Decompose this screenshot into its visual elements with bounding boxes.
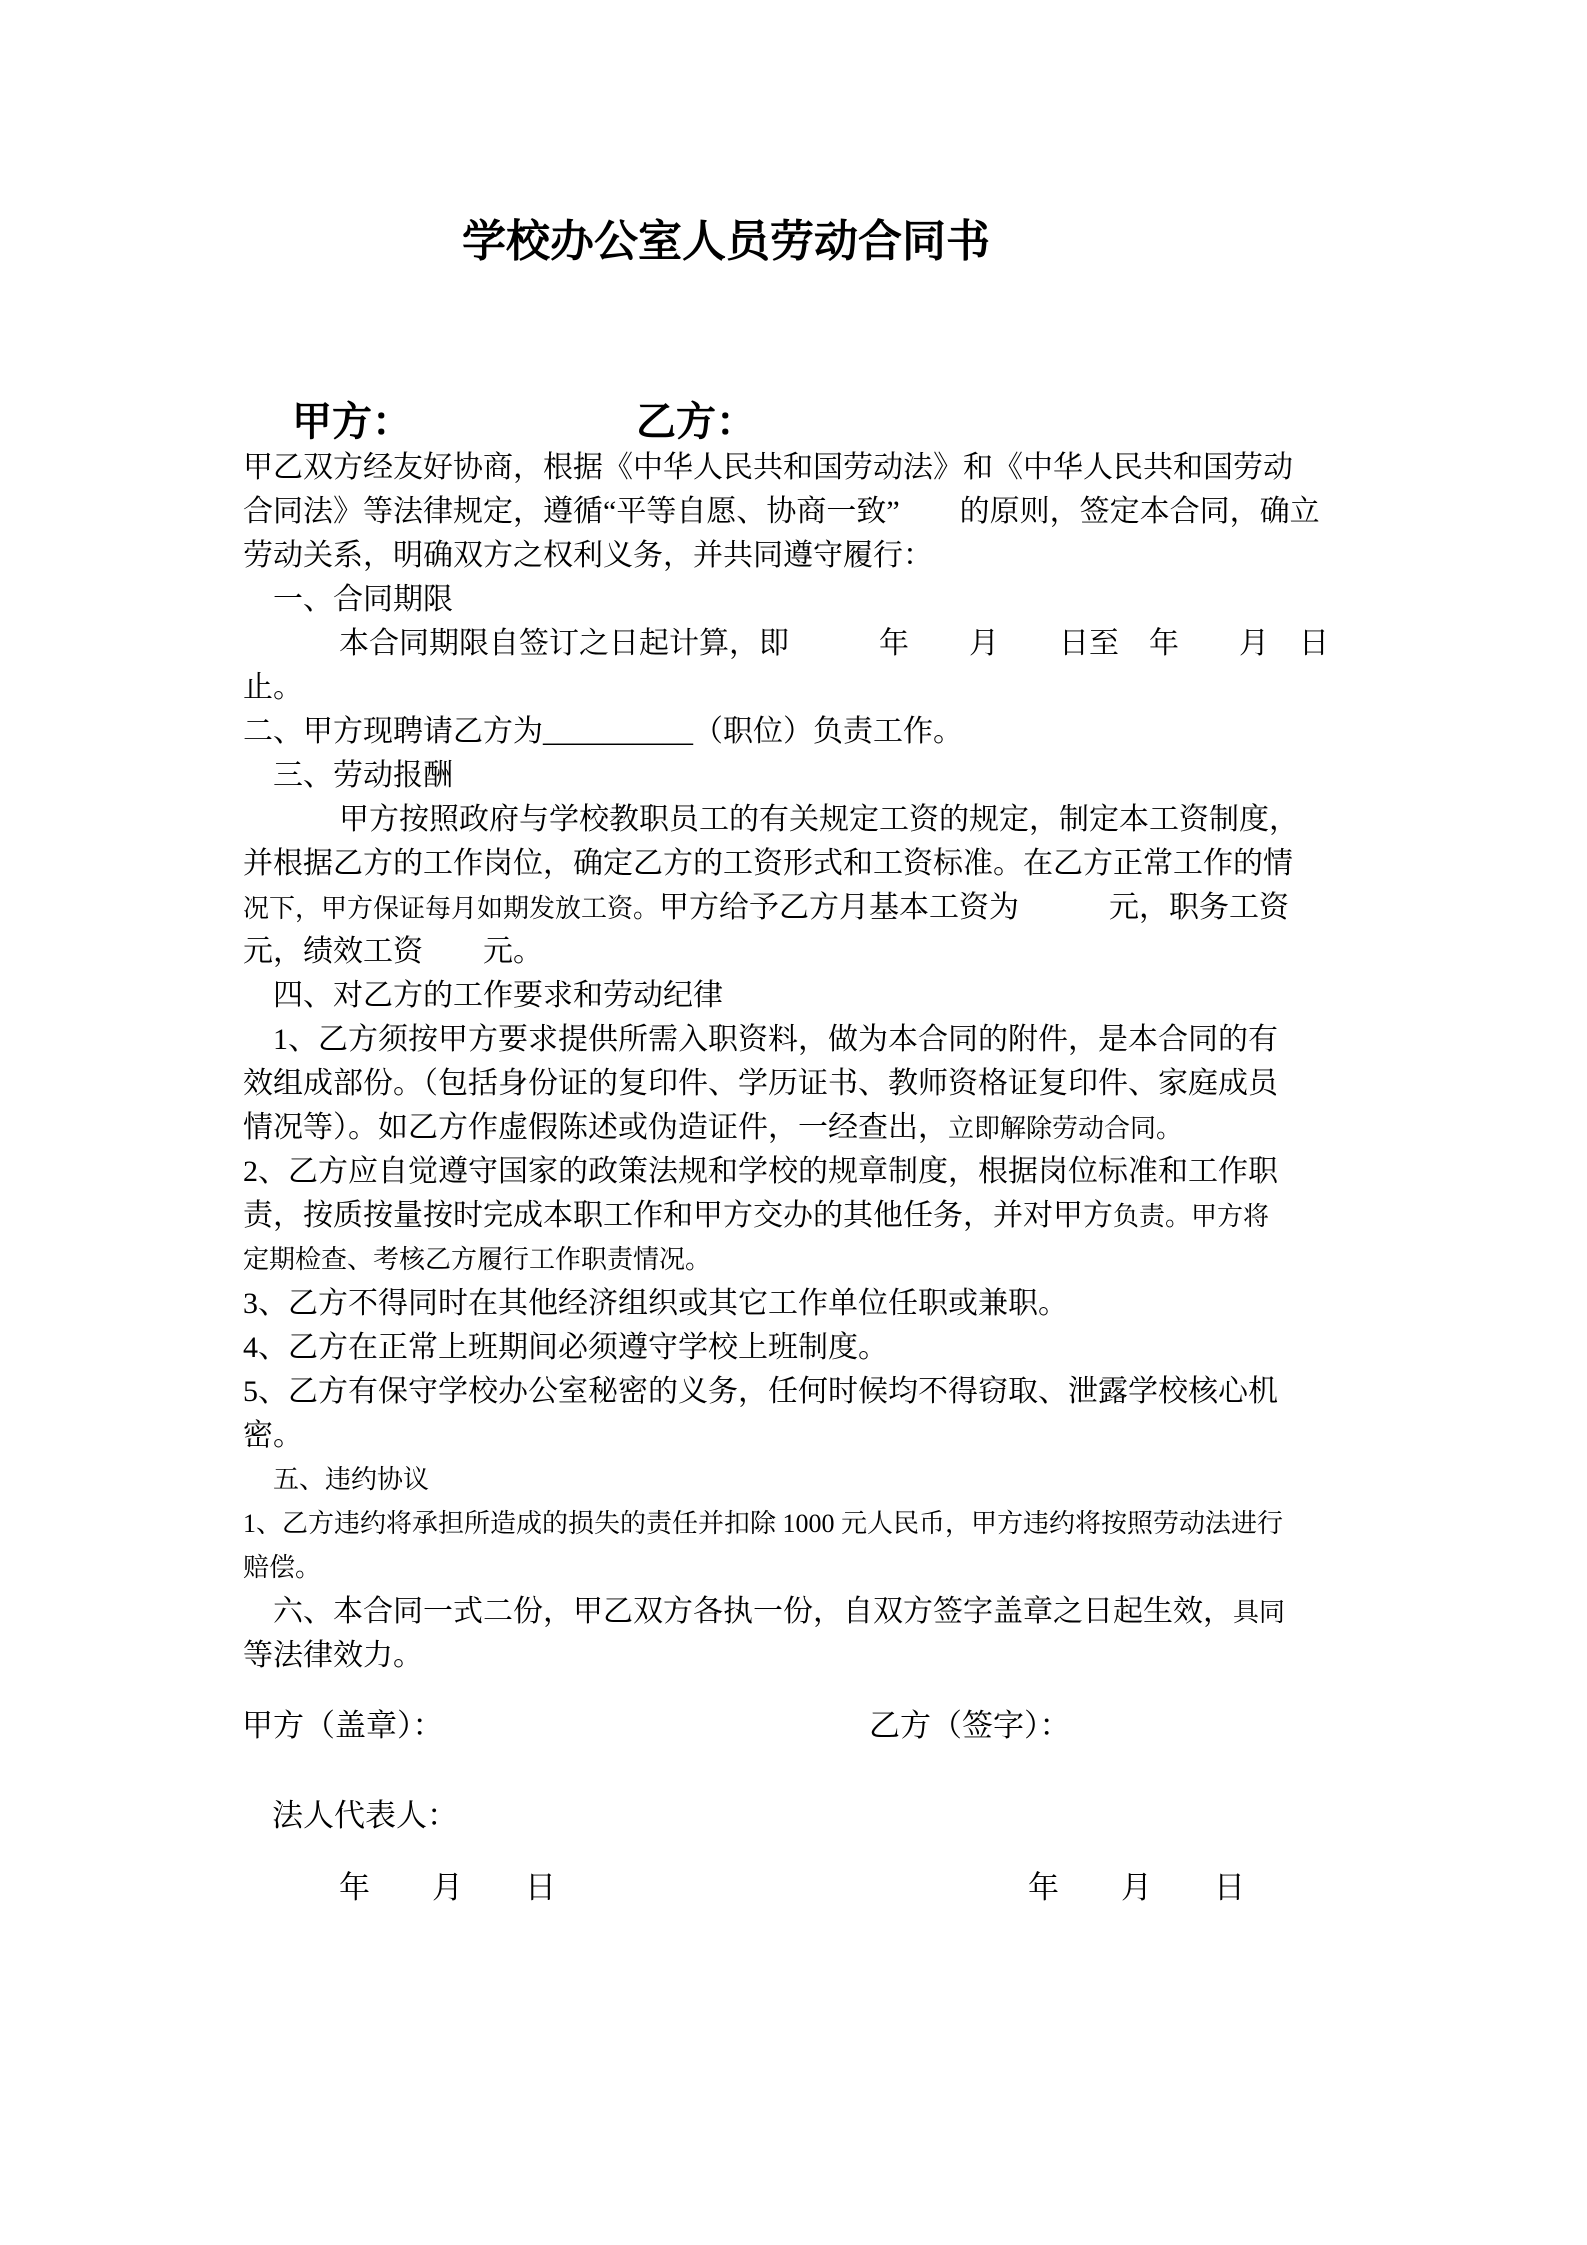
text-segment: 二、甲方现聘请乙方为__________（职位）负责工作。 [243, 715, 963, 748]
contract-line [243, 710, 1373, 754]
contract-line [243, 578, 1373, 622]
contract-line [243, 930, 1373, 974]
contract-line [243, 842, 1373, 886]
contract-line [243, 1326, 1373, 1370]
contract-line [243, 974, 1373, 1018]
text-segment: 甲方给予乙方月基本工资为 元，职务工资 [659, 891, 1290, 924]
date-line-party-a: 年 月 日 [339, 1870, 556, 1905]
text-segment: 三、劳动报酬 [273, 759, 453, 792]
contract-line [243, 534, 1373, 578]
text-segment: 3、乙方不得同时在其他经济组织或其它工作单位任职或兼职。 [243, 1287, 1068, 1320]
contract-line [243, 886, 1373, 930]
text-segment: 况下，甲方保证每月如期发放工资。 [243, 894, 660, 923]
text-segment: 2、乙方应自觉遵守国家的政策法规和学校的规章制度，根据岗位标准和工作职 [243, 1155, 1278, 1188]
contract-line [243, 798, 1373, 842]
text-segment: 4、乙方在正常上班期间必须遵守学校上班制度。 [243, 1331, 888, 1364]
text-segment: 本合同期限自签订之日起计算，即 年 月 日至 年 月 日 [339, 627, 1329, 660]
contract-line [243, 1150, 1373, 1194]
contract-line [243, 490, 1373, 534]
contract-line [243, 446, 1373, 490]
contract-line [243, 1590, 1373, 1634]
text-segment: 5、乙方有保守学校办公室秘密的义务，任何时候均不得窃取、泄露学校核心机 [243, 1375, 1278, 1408]
contract-line [243, 1546, 1373, 1590]
text-segment: 负责。甲方将 [1113, 1202, 1270, 1231]
text-segment: 情况等）。如乙方作虚假陈述或伪造证件，一经查出， [243, 1111, 948, 1144]
text-segment: 密。 [243, 1419, 303, 1452]
contract-line [243, 1634, 1373, 1678]
legal-representative-label: 法人代表人： [272, 1798, 458, 1833]
contract-line [243, 1018, 1373, 1062]
text-segment: 赔偿。 [243, 1553, 322, 1582]
text-segment: 并根据乙方的工作岗位，确定乙方的工资形式和工资标准。在乙方正常工作的情 [243, 847, 1293, 880]
contract-line [243, 1106, 1373, 1150]
text-segment: 等法律效力。 [243, 1639, 423, 1672]
text-segment: 立即解除劳动合同。 [948, 1114, 1183, 1143]
contract-line [243, 1414, 1373, 1458]
contract-line [243, 1458, 1373, 1502]
text-segment: 1、乙方违约将承担所造成的损失的责任并扣除 1000 元人民币，甲方违约将按照劳动法进行 [243, 1509, 1284, 1538]
text-segment: 定期检查、考核乙方履行工作职责情况。 [243, 1245, 712, 1274]
contract-line [243, 1502, 1373, 1546]
contract-body-text [243, 446, 1373, 1678]
text-segment: 效组成部份。（包括身份证的复印件、学历证书、教师资格证复印件、家庭成员 [243, 1067, 1278, 1100]
contract-line [243, 1238, 1373, 1282]
text-segment: 甲方按照政府与学校教职员工的有关规定工资的规定，制定本工资制度， [339, 803, 1299, 836]
text-segment: 一、合同期限 [273, 583, 453, 616]
party-a-header-label: 甲方： [292, 399, 412, 444]
text-segment: 具同 [1233, 1598, 1286, 1627]
text-segment: 六、本合同一式二份，甲乙双方各执一份，自双方签字盖章之日起生效， [273, 1595, 1233, 1628]
party-a-seal-label: 甲方（盖章）： [242, 1708, 444, 1743]
contract-line [243, 666, 1373, 710]
text-segment: 劳动关系，明确双方之权利义务，并共同遵守履行： [243, 539, 933, 572]
text-segment: 合同法》等法律规定，遵循“平等自愿、协商一致” 的原则，签定本合同，确立 [243, 495, 1320, 528]
party-b-header-label: 乙方： [636, 399, 756, 444]
contract-line [243, 1062, 1373, 1106]
document-title: 学校办公室人员劳动合同书 [462, 217, 990, 266]
text-segment: 五、违约协议 [273, 1465, 430, 1494]
text-segment: 元，绩效工资 元。 [243, 935, 543, 968]
date-line-party-b: 年 月 日 [1028, 1870, 1245, 1905]
contract-line [243, 1370, 1373, 1414]
text-segment: 甲乙双方经友好协商，根据《中华人民共和国劳动法》和《中华人民共和国劳动 [243, 451, 1293, 484]
contract-line [243, 1194, 1373, 1238]
contract-line [243, 1282, 1373, 1326]
text-segment: 1、乙方须按甲方要求提供所需入职资料，做为本合同的附件，是本合同的有 [273, 1023, 1278, 1056]
text-segment: 责，按质按量按时完成本职工作和甲方交办的其他任务，并对甲方 [243, 1199, 1113, 1232]
contract-line [243, 622, 1373, 666]
party-b-signature-label: 乙方（签字）： [869, 1708, 1071, 1743]
text-segment: 四、对乙方的工作要求和劳动纪律 [273, 979, 723, 1012]
contract-line [243, 754, 1373, 798]
text-segment: 止。 [243, 671, 303, 704]
